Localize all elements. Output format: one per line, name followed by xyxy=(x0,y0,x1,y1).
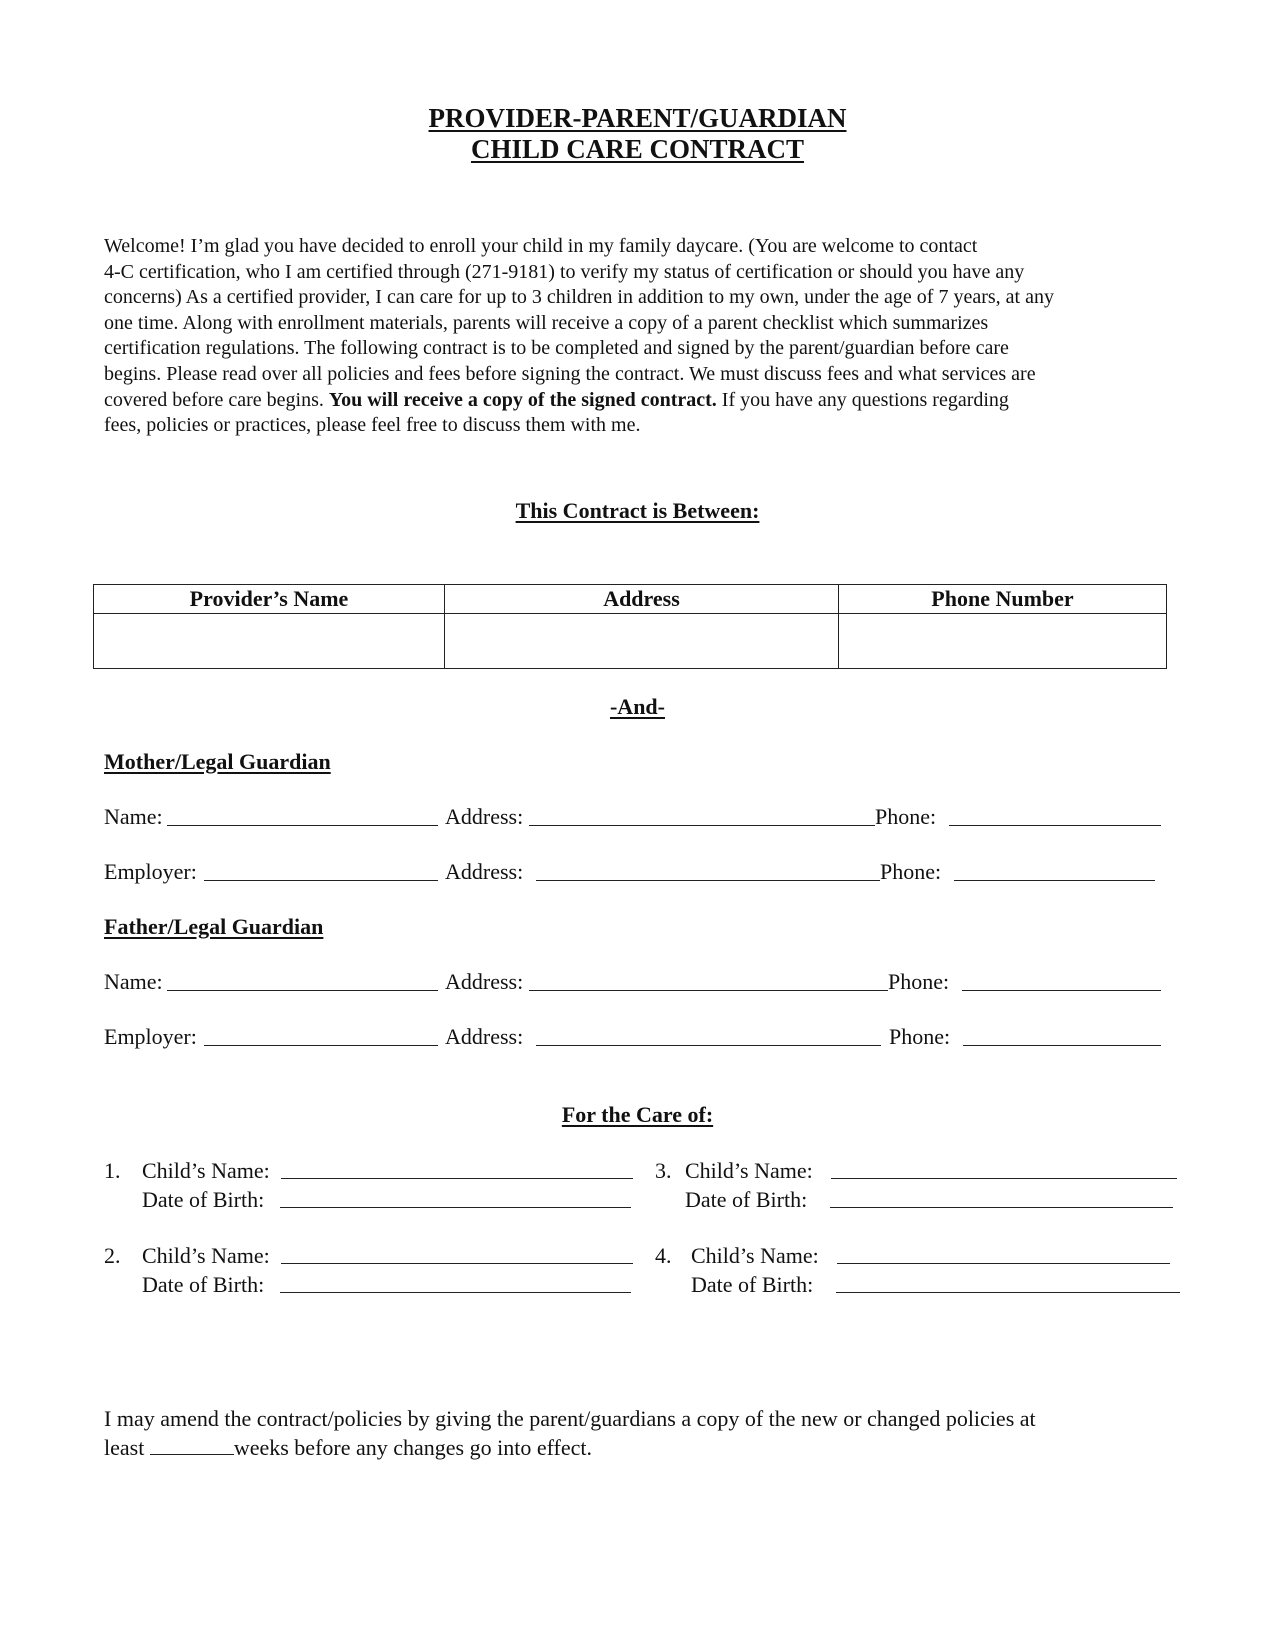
provider-address-cell[interactable] xyxy=(445,614,839,669)
child-2-dob-field[interactable] xyxy=(280,1292,631,1293)
copy-notice: You will receive a copy of the signed contract. xyxy=(328,388,717,411)
child-dob-label: Date of Birth: xyxy=(142,1272,265,1297)
child-name-label: Child’s Name: xyxy=(142,1243,270,1268)
child-entry-3 xyxy=(655,1156,1175,1216)
child-3-dob-field[interactable] xyxy=(830,1207,1173,1208)
intro-line: one time. Along with enrollment materials, parents will receive a copy of a parent checklist which summarizes xyxy=(104,311,989,334)
father-employer-field[interactable] xyxy=(204,1045,438,1046)
intro-line: begins. Please read over all policies and fees before signing the contract. We must discuss fees and what services are xyxy=(104,362,1036,385)
provider-table-header-row xyxy=(94,585,1167,614)
provider-name-cell[interactable] xyxy=(94,614,445,669)
child-entry-1 xyxy=(104,1156,634,1216)
child-3-name-field[interactable] xyxy=(831,1178,1177,1179)
child-entry-2 xyxy=(104,1241,634,1301)
child-name-label: Child’s Name: xyxy=(142,1158,270,1183)
address-header: Address xyxy=(445,585,839,614)
and-label: -And- xyxy=(609,694,665,719)
intro-line: certification regulations. The following contract is to be completed and signed by the parent/guardian before care xyxy=(104,337,1009,360)
intro-line: 4-C certification, who I am certified through (271-9181) to verify my status of certification or should you have any xyxy=(104,260,1025,283)
intro-line: Welcome! I’m glad you have decided to enroll your child in my family daycare. (You are welcome to contact xyxy=(104,235,978,257)
child-1-name-field[interactable] xyxy=(281,1178,633,1179)
mother-employer-field[interactable] xyxy=(204,880,438,881)
child-4-dob-field[interactable] xyxy=(836,1292,1180,1293)
father-phone-label: Phone: xyxy=(888,969,950,994)
provider-table xyxy=(93,584,1167,669)
title-line-1: PROVIDER-PARENT/GUARDIAN xyxy=(428,103,847,133)
intro-line-7-start: covered before care begins. xyxy=(104,388,329,411)
mother-address-label: Address: xyxy=(445,804,524,829)
mother-name-field[interactable] xyxy=(167,825,438,826)
amendment-line-2-end: weeks before any changes go into effect. xyxy=(233,1435,592,1460)
title-line-2: CHILD CARE CONTRACT xyxy=(470,134,805,164)
father-employer-label: Employer: xyxy=(104,1024,197,1049)
father-employer-phone-field[interactable] xyxy=(963,1045,1161,1046)
phone-number-header: Phone Number xyxy=(839,585,1167,614)
intro-line: concerns) As a certified provider, I can care for up to 3 children in addition to my own, under the age of 7 years, at any xyxy=(104,286,1054,309)
amendment-line: I may amend the contract/policies by giving the parent/guardians a copy of the new or changed policies at xyxy=(104,1406,1036,1431)
father-employer-address-field[interactable] xyxy=(536,1045,881,1046)
child-dob-label: Date of Birth: xyxy=(691,1272,814,1297)
father-name-label: Name: xyxy=(104,969,163,994)
page-title xyxy=(0,103,1275,165)
child-1-dob-field[interactable] xyxy=(280,1207,631,1208)
mother-employer-phone-field[interactable] xyxy=(954,880,1155,881)
child-4-name-field[interactable] xyxy=(837,1263,1170,1264)
child-2-name-field[interactable] xyxy=(281,1263,633,1264)
child-number: 1. xyxy=(104,1158,121,1183)
contract-between-heading: This Contract is Between: xyxy=(515,498,760,523)
amendment-statement xyxy=(104,1404,1036,1462)
intro-line: fees, policies or practices, please feel free to discuss them with me. xyxy=(104,414,641,437)
child-entry-4 xyxy=(655,1241,1175,1301)
father-guardian-heading: Father/Legal Guardian xyxy=(104,914,324,939)
mother-address-field[interactable] xyxy=(529,825,875,826)
weeks-notice-field[interactable] xyxy=(150,1436,234,1455)
child-dob-label: Date of Birth: xyxy=(142,1187,265,1212)
father-name-field[interactable] xyxy=(167,990,438,991)
father-address-field[interactable] xyxy=(529,990,888,991)
mother-name-label: Name: xyxy=(104,804,163,829)
intro-line-7-end: If you have any questions regarding xyxy=(716,388,1009,411)
mother-employer-address-field[interactable] xyxy=(536,880,880,881)
intro-line xyxy=(104,388,1184,414)
father-phone-field[interactable] xyxy=(962,990,1161,991)
provider-phone-cell[interactable] xyxy=(839,614,1167,669)
mother-phone-field[interactable] xyxy=(949,825,1161,826)
mother-employer-address-label: Address: xyxy=(445,859,524,884)
mother-employer-label: Employer: xyxy=(104,859,197,884)
intro-paragraph xyxy=(104,234,1184,439)
child-number: 3. xyxy=(655,1158,672,1183)
child-name-label: Child’s Name: xyxy=(691,1243,819,1268)
mother-guardian-heading: Mother/Legal Guardian xyxy=(104,749,331,774)
child-dob-label: Date of Birth: xyxy=(685,1187,808,1212)
care-of-heading: For the Care of: xyxy=(561,1102,714,1127)
father-employer-address-label: Address: xyxy=(445,1024,524,1049)
child-number: 2. xyxy=(104,1243,121,1268)
father-employer-phone-label: Phone: xyxy=(889,1024,951,1049)
mother-phone-label: Phone: xyxy=(875,804,937,829)
amendment-line xyxy=(104,1433,1036,1462)
provider-table-row xyxy=(94,614,1167,669)
mother-employer-phone-label: Phone: xyxy=(880,859,942,884)
child-number: 4. xyxy=(655,1243,672,1268)
child-name-label: Child’s Name: xyxy=(685,1158,813,1183)
amendment-line-2-start: least xyxy=(104,1435,150,1460)
provider-name-header: Provider’s Name xyxy=(94,585,445,614)
father-address-label: Address: xyxy=(445,969,524,994)
